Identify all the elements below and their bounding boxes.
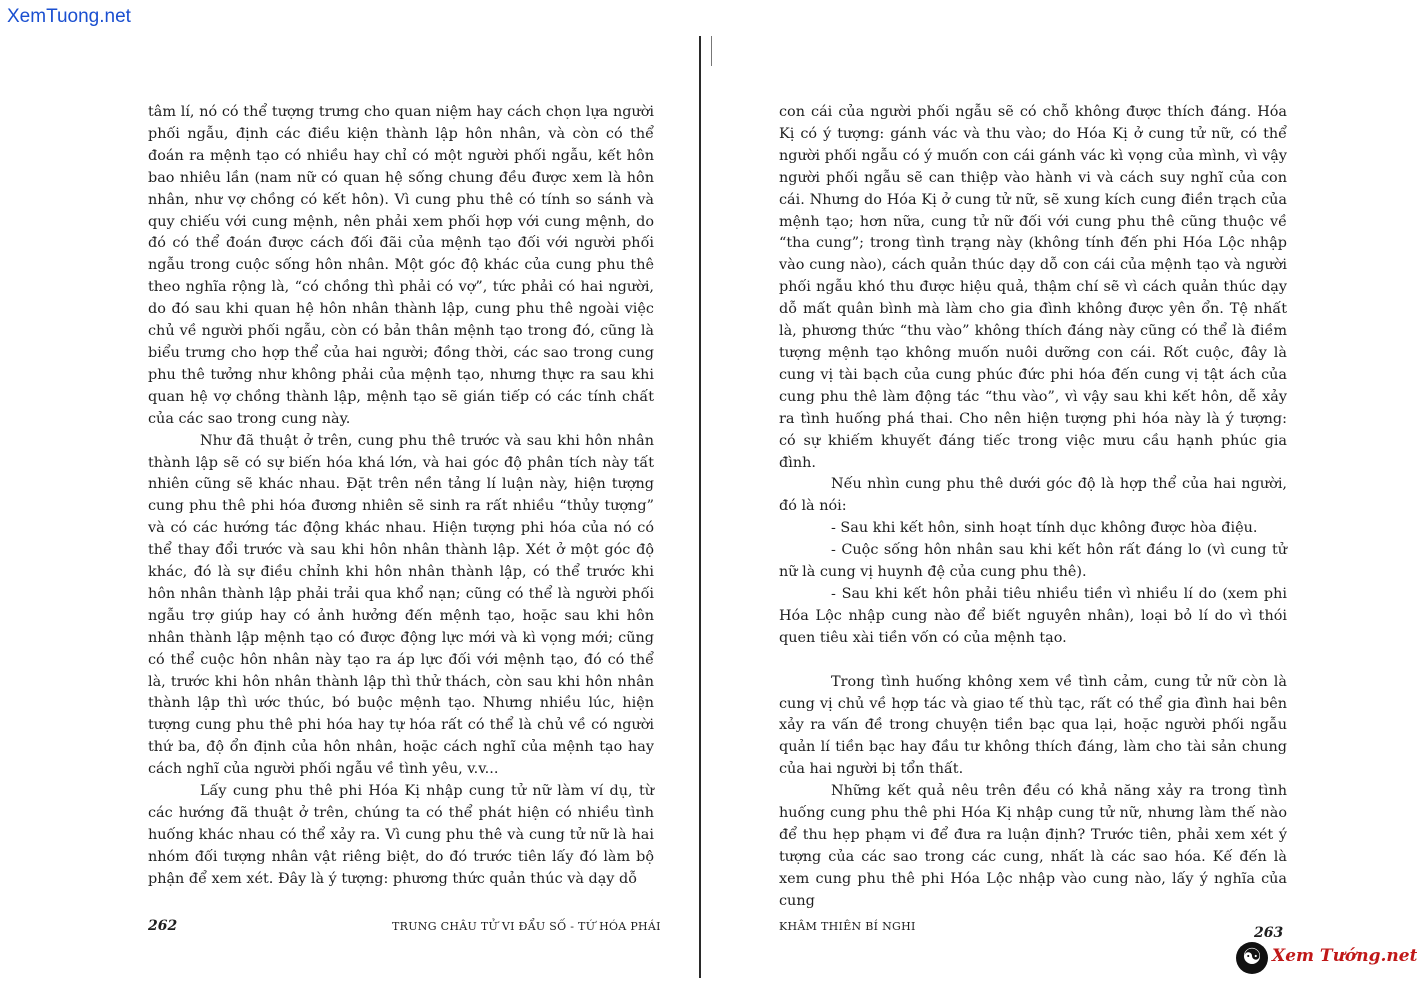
paragraph: Những kết quả nêu trên đều có khả năng xảy ra trong tình huống cung phu thê phi Hóa Kị nhập cung tử nữ, nhưng làm thế nào để thu hẹp phạm vi để đưa ra luận định? Trước tiên, phải xem xét ý tượng của các sao trong các cung, nhất là các sao hóa. Kế đến là xem cung phu thê phi Hóa Lộc nhập vào cung nào, lấy ý nghĩa của cung — [779, 783, 1287, 909]
paragraph: - Cuộc sống hôn nhân sau khi kết hôn rất đáng lo (vì cung tử nữ là cung vị huynh đệ của cung phu thê). — [779, 542, 1287, 581]
book-gutter — [699, 36, 701, 978]
paragraph: Nếu nhìn cung phu thê dưới góc độ là hợp thể của hai người, đó là nói: — [779, 476, 1287, 515]
left-page-body — [148, 102, 654, 891]
right-page-body — [779, 102, 1287, 913]
paragraph: - Sau khi kết hôn phải tiêu nhiều tiền vì nhiều lí do (xem phi Hóa Lộc nhập cung nào để biết nguyên nhân), loại bỏ lí do vì thói quen tiêu xài tiền vốn có của mệnh tạo. — [779, 585, 1287, 646]
paragraph: - Sau khi kết hôn, sinh hoạt tính dục không được hòa điệu. — [831, 520, 1258, 537]
left-page-number: 262 — [148, 918, 178, 934]
logo-text: Xem Tướng.net — [1272, 946, 1417, 966]
site-watermark: XemTuong.net — [7, 6, 131, 27]
paragraph-spacer — [779, 650, 1287, 672]
paragraph: Trong tình huống không xem về tình cảm, cung tử nữ còn là cung vị chủ về hợp tác và giao tế thù tạc, rất có thể gia đình hai bên xảy ra vấn đề trong chuyện tiền bạc qua lại, hoặc người phối ngẫu quản lí tiền bạc hay đầu tư không thích đáng, làm cho tài sản chung của hai người bị tổn thất. — [779, 673, 1287, 778]
book-gutter-shadow — [711, 36, 712, 66]
paragraph: tâm lí, nó có thể tượng trưng cho quan niệm hay cách chọn lựa người phối ngẫu, định các điều kiện thành lập hôn nhân, và còn có thể đoán ra mệnh tạo có nhiều hay chỉ có một người phối ngẫu, kết hôn bao nhiêu lần (nam nữ có quan hệ sống chung đều được xem là hôn nhân, như vợ chồng có kết hôn). Vì cung phu thê có tính so sánh và quy chiếu với cung mệnh, nên phải xem phối hợp với cung mệnh, do đó có thể đoán được cách đối đãi của mệnh tạo đối với người phối ngẫu trong cuộc sống hôn nhân. Một góc độ khác của cung phu thê theo nghĩa rộng là, “có chồng thì phải có vợ”, tức phải có hai người, do đó sau khi quan hệ hôn nhân thành lập, cung phu thê ngoài việc chủ về người phối ngẫu, còn có bản thân mệnh tạo trong đó, cũng là biểu trưng cho hợp thể của hai người; đồng thời, các sao trong cung phu thê tưởng như không phải của mệnh tạo, nhưng thực ra sau khi quan hệ vợ chồng thành lập, mệnh tạo sẽ gián tiếp có các tính chất của các sao trong cung này. — [148, 104, 654, 427]
site-logo — [1236, 940, 1417, 978]
yin-yang-icon: ☯ — [1236, 942, 1268, 974]
paragraph: Lấy cung phu thê phi Hóa Kị nhập cung tử nữ làm ví dụ, từ các hướng đã thuật ở trên, chúng ta có thể phát hiện có nhiều tình huống khác nhau có thể xảy ra. Vì cung phu thê và cung tử nữ là hai nhóm đối tượng nhân vật riêng biệt, do đó trước tiên lấy đó làm bộ phận để xem xét. Đây là ý tượng: phương thức quản thúc và dạy dỗ — [148, 783, 654, 887]
paragraph: Như đã thuật ở trên, cung phu thê trước và sau khi hôn nhân thành lập sẽ có sự biến hóa khá lớn, và hai góc độ phân tích này tất nhiên cũng sẽ khác nhau. Đặt trên nền tảng lí luận này, hiện tượng cung phu thê phi hóa đương nhiên sẽ sinh ra rất nhiều “thủy tượng” và có các hướng tác động khác nhau. Hiện tượng phi hóa của nó có thể thay đổi trước và sau khi hôn nhân thành lập. Xét ở một góc độ khác, đó là sự điều chỉnh khi hôn nhân thành lập, có thể trước khi hôn nhân thành lập phải trải qua khổ nạn; cũng có thể là người phối ngẫu trợ giúp hay có ảnh hưởng đến mệnh tạo, hoặc sau khi hôn nhân thành lập mệnh tạo có được động lực mới và kì vọng mới; cũng có thể cuộc hôn nhân này tạo ra áp lực đối với mệnh tạo, đó có thể là, trước khi hôn nhân thành lập thì thử thách, còn sau khi hôn nhân thành lập thì ước thúc, bó buộc mệnh tạo. Nhưng nhiều lúc, hiện tượng cung phu thê phi hóa hay tự hóa rất có thể là chủ về có người thứ ba, độ ổn định của hôn nhân, hoặc cách nghĩ của mệnh tạo hay cách nghĩ của người phối ngẫu về tình yêu, v.v... — [148, 432, 654, 778]
left-page-footer: TRUNG CHÂU TỬ VI ĐẨU SỐ - TỨ HÓA PHÁI — [392, 920, 661, 933]
right-page-footer: KHÂM THIÊN BÍ NGHI — [779, 920, 916, 933]
right-page-number: 263 — [1254, 925, 1284, 941]
paragraph: con cái của người phối ngẫu sẽ có chỗ không được thích đáng. Hóa Kị có ý tượng: gánh vác và thu vào; do Hóa Kị ở cung tử nữ, có thể người phối ngẫu có ý muốn con cái gánh vác kì vọng của mình, vì vậy người phối ngẫu sẽ can thiệp vào hành vi và cách suy nghĩ của con cái. Nhưng do Hóa Kị ở cung tử nữ, sẽ xung kích cung điền trạch của mệnh tạo; hơn nữa, cung tử nữ đối với cung phu thê cũng thuộc về “tha cung”; trong tình trạng này (không tính đến phi Hóa Lộc nhập vào cung nào), cách quản thúc dạy dỗ con cái của mệnh tạo và người phối ngẫu khó thu được hiệu quả, thậm chí sẽ vì cách quản thúc dạy dỗ mất quân bình mà làm cho gia đình không được yên ổn. Tệ nhất là, phương thức “thu vào” không thích đáng này cũng có thể là điềm tượng mệnh tạo không muốn nuôi dưỡng con cái. Rốt cuộc, đây là cung vị tài bạch của cung phúc đức phi hóa đến cung vị tật ách của cung phu thê làm động tác “thu vào”, vì vậy sau khi kết hôn, dễ xảy ra tình huống phá thai. Cho nên hiện tượng phi hóa này là ý tượng: có sự khiếm khuyết đáng tiếc trong việc mưu cầu hạnh phúc gia đình. — [779, 104, 1287, 471]
